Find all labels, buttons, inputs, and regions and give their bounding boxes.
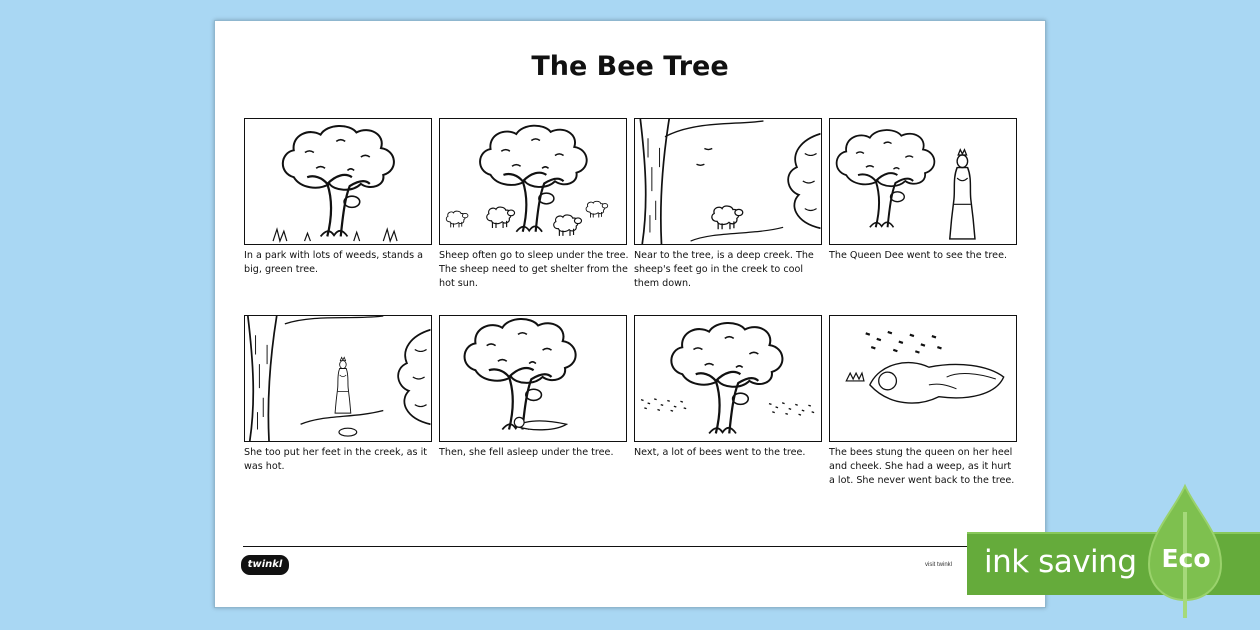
story-panel-5: [244, 315, 432, 474]
visit-link: visit twinkl: [925, 562, 953, 568]
story-panel-8: [829, 315, 1017, 488]
panel-1-caption: In a park with lots of weeds, stands a big, green tree.: [244, 250, 424, 275]
panel-3-illustration: [634, 118, 822, 245]
panel-4-illustration: [829, 118, 1017, 245]
panel-7-caption: Next, a lot of bees went to the tree.: [634, 447, 806, 458]
worksheet-title: The Bee Tree: [531, 51, 729, 82]
panel-8-caption: The bees stung the queen on her heel and cheek. She had a weep, as it hurt a lot. She never went back to the tree.: [829, 447, 1015, 486]
panel-2-illustration: [439, 118, 627, 245]
footer-divider: [243, 546, 1017, 547]
panel-4-caption: The Queen Dee went to see the tree.: [829, 250, 1008, 261]
twinkl-logo: twinkl: [241, 555, 289, 575]
panel-6-caption: Then, she fell asleep under the tree.: [439, 447, 614, 458]
panel-2-caption: Sheep often go to sleep under the tree. The sheep need to get shelter from the hot sun.: [439, 250, 629, 289]
panel-1-illustration: [244, 118, 432, 245]
story-panel-3: [634, 118, 822, 291]
ink-saving-label: ink saving: [984, 544, 1137, 580]
panel-3-caption: Near to the tree, is a deep creek. The sheep's feet go in the creek to cool them down.: [634, 250, 814, 289]
panel-7-illustration: [634, 315, 822, 442]
panel-5-illustration: [244, 315, 432, 442]
story-panel-7: [634, 315, 822, 460]
story-panel-6: [439, 315, 627, 460]
story-panel-4: [829, 118, 1017, 263]
panel-6-illustration: [439, 315, 627, 442]
panel-5-caption: She too put her feet in the creek, as it was hot.: [244, 447, 428, 472]
story-panel-2: [439, 118, 627, 291]
story-panel-1: [244, 118, 432, 277]
eco-badge-label: Eco: [1161, 544, 1211, 573]
panel-8-illustration: [829, 315, 1017, 442]
worksheet: [214, 20, 1046, 608]
